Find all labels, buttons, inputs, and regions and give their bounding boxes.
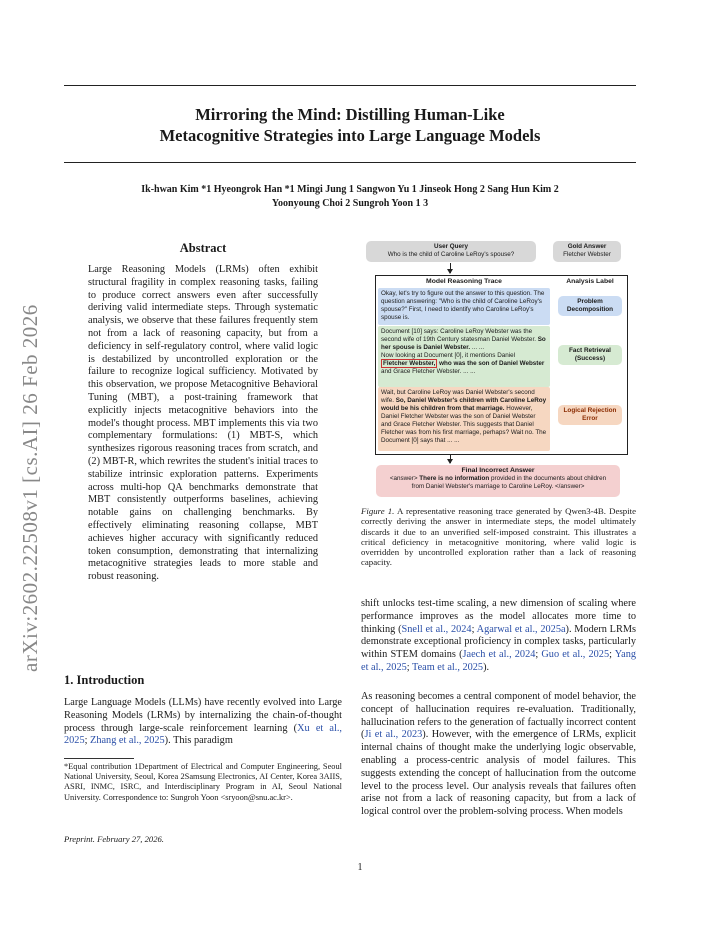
gold-answer-label: Gold Answer (567, 243, 607, 250)
title-line-1: Mirroring the Mind: Distilling Human-Like (195, 105, 505, 124)
title-bottom-rule (64, 162, 636, 163)
citation-link[interactable]: Agarwal et al., 2025a (476, 623, 566, 635)
citation-link[interactable]: Snell et al., 2024 (401, 623, 472, 635)
authors-line-1: Ik-hwan Kim *1 Hyeongrok Han *1 Mingi Jung 1 Sangwon Yu 1 Jinseok Hong 2 Sang Hun Kim 2 (141, 184, 559, 195)
analysis-header: Analysis Label (566, 278, 614, 285)
gold-answer-box (553, 241, 621, 262)
arrow-query-to-trace (450, 263, 451, 273)
trace-header: Model Reasoning Trace (426, 278, 502, 285)
title-line-2: Metacognitive Strategies into Large Language Models (159, 126, 541, 145)
intro-paragraph-continued: shift unlocks test-time scaling, a new dimension of scaling where performance improves as the model allocates more time to thinking (Snell et al., 2024; Agarwal et al., 2025a). Modern LRMs demonstrate exceptional proficiency in complex tasks, particularly within STEM domains (Jaech et al., 2024; Guo et al., 2025; Yang et al., 2025; Team et al., 2025). (361, 598, 637, 673)
preprint-date: Preprint. February 27, 2026. (64, 834, 164, 844)
authors-line-2: Yoonyoung Choi 2 Sungroh Yoon 1 3 (271, 198, 429, 209)
arrow-trace-to-answer (450, 454, 451, 463)
citation-link[interactable]: Xu et al., 2025 (64, 722, 342, 747)
arxiv-identifier: arXiv:2602.22508v1 [cs.AI] 26 Feb 2026 (18, 304, 42, 672)
label-logical-rejection: Logical Rejection Error (558, 405, 622, 425)
trace-segment-retrieval: Document [10] says: Caroline LeRoy Webster was the second wife of 19th Century statesman Daniel Webster. So her spouse is Daniel Webster. ... ... Now looking at Document [0], it mentions Daniel Fletcher Webster, who was the son of Daniel Webster and Grace Fletcher Webster. ... ... (378, 326, 550, 387)
trace-segment-decomposition: Okay, let's try to figure out the answer to this question. The question answering: "Who is the child of Caroline LeRoy's spouse?" First, I need to identify who Caroline LeRoy's spouse is. (378, 288, 550, 325)
gold-answer-text: Fletcher Webster (563, 251, 611, 258)
citation-link[interactable]: Yang et al., 2025 (361, 649, 637, 673)
abstract-heading: Abstract (179, 241, 227, 255)
trace-segment-rejection: Wait, but Caroline LeRoy was Daniel Webster's second wife. So, Daniel Webster's children with Caroline LeRoy would be his children from that marriage. However, Daniel Fletcher Webster was the son of Daniel Webster and Grace Fletcher Webster. This suggests that Daniel Fletcher was from his first marriage, perhaps? Wait no. The Document [0] says that ... ... (378, 387, 550, 451)
user-query-box (366, 241, 536, 262)
user-query-text: Who is the child of Caroline LeRoy's spouse? (387, 251, 515, 258)
abstract-text: Large Reasoning Models (LRMs) often exhibit structural fragility in complex reasoning tasks, failing to produce correct answers even after successfully deriving valid intermediate steps. Through systematic analysis, we observe that these failures frequently stem not from a lack of reasoning capacity, but from a deficiency in self-regulatory control, where valid logic is destabilized by uncontrolled exploration or the failure to recognize logical sufficiency. Motivated by this observation, we propose Metacognitive Behavioral Tuning (MBT), a post-training framework that explicitly injects metacognitive behaviors into the model's thought process. MBT implements this via two complementary formulations: (1) MBT-S, which synthesizes rigorous reasoning traces from scratch, and (2) MBT-R, which rewrites the student's initial traces to stabilize intrinsic exploration patterns. Experiments across multi-hop QA benchmarks demonstrate that MBT consistently outperforms baselines, achieving notable gains on challenging benchmarks. By effectively eliminating reasoning collapse, MBT achieves higher accuracy with significantly reduced token consumption, demonstrating that internalizing metacognitive strategies leads to more stable and robust reasoning. (88, 264, 318, 583)
introduction-text: Large Language Models (LLMs) have recently evolved into Large Reasoning Models (LRMs) by internalizing the chain-of-thought process through large-scale reinforcement learning (Xu et al., 2025; Zhang et al., 2025). This paradigm (64, 697, 342, 747)
hallucination-paragraph: As reasoning becomes a central component of model behavior, the concept of hallucination requires re-evaluation. Traditionally, hallucination refers to the generation of factually incorrect content (Ji et al., 2023). However, with the emergence of LRMs, explicit internal chains of thought make the underlying logic observable, enabling a process-centric analysis of model failures. This suggests extending the concept of hallucination from the outcome level to the process level. Our analysis reveals that failures often arise not from a lack of reasoning capacity, but from a lack of logical control over the problem-solving process. When models (361, 691, 637, 818)
citation-link[interactable]: Guo et al., 2025 (541, 649, 610, 661)
label-fact-retrieval: Fact Retrieval (Success) (558, 345, 622, 365)
footnote: *Equal contribution 1Department of Electrical and Computer Engineering, Seoul National University, Seoul, Korea 2Samsung Electronics, AI Center, Korea 3AIIS, ASRI, INMC, ISRC, and Interdisciplinary Program in AI, Seoul National University. Correspondence to: Sungroh Yoon <sryoon@snu.ac.kr>. (64, 762, 342, 802)
paper-title (64, 104, 636, 146)
citation-link[interactable]: Ji et al., 2023 (364, 729, 423, 741)
final-answer-label: Final Incorrect Answer (461, 467, 535, 474)
page-number: 1 (357, 862, 363, 873)
author-list (64, 183, 636, 211)
label-problem-decomposition: Problem Decomposition (558, 296, 622, 316)
user-query-label: User Query (434, 243, 468, 250)
citation-link[interactable]: Team et al., 2025 (412, 661, 484, 673)
introduction-heading: 1. Introduction (64, 673, 145, 687)
title-top-rule (64, 85, 636, 86)
highlighted-answer: Fletcher Webster, (383, 360, 436, 367)
final-answer-box (376, 465, 620, 497)
final-answer-text: <answer> There is no information provided in the documents about children from Daniel Webster's marriage to Caroline LeRoy. </answer> (389, 475, 607, 490)
figure-caption: Figure 1. A representative reasoning trace generated by Qwen3-4B. Despite correctly deriving the answer in intermediate steps, the model ultimately discards it due to an unverified self-imposed constraint. This illustrates a critical deficiency in metacognitive monitoring, where valid logic is overridden by uncontrolled exploration rather than a lack of reasoning capacity. (361, 506, 636, 568)
citation-link[interactable]: Jaech et al., 2024 (462, 649, 536, 661)
citation-link[interactable]: Zhang et al., 2025 (90, 735, 165, 747)
footnote-rule (64, 758, 134, 759)
